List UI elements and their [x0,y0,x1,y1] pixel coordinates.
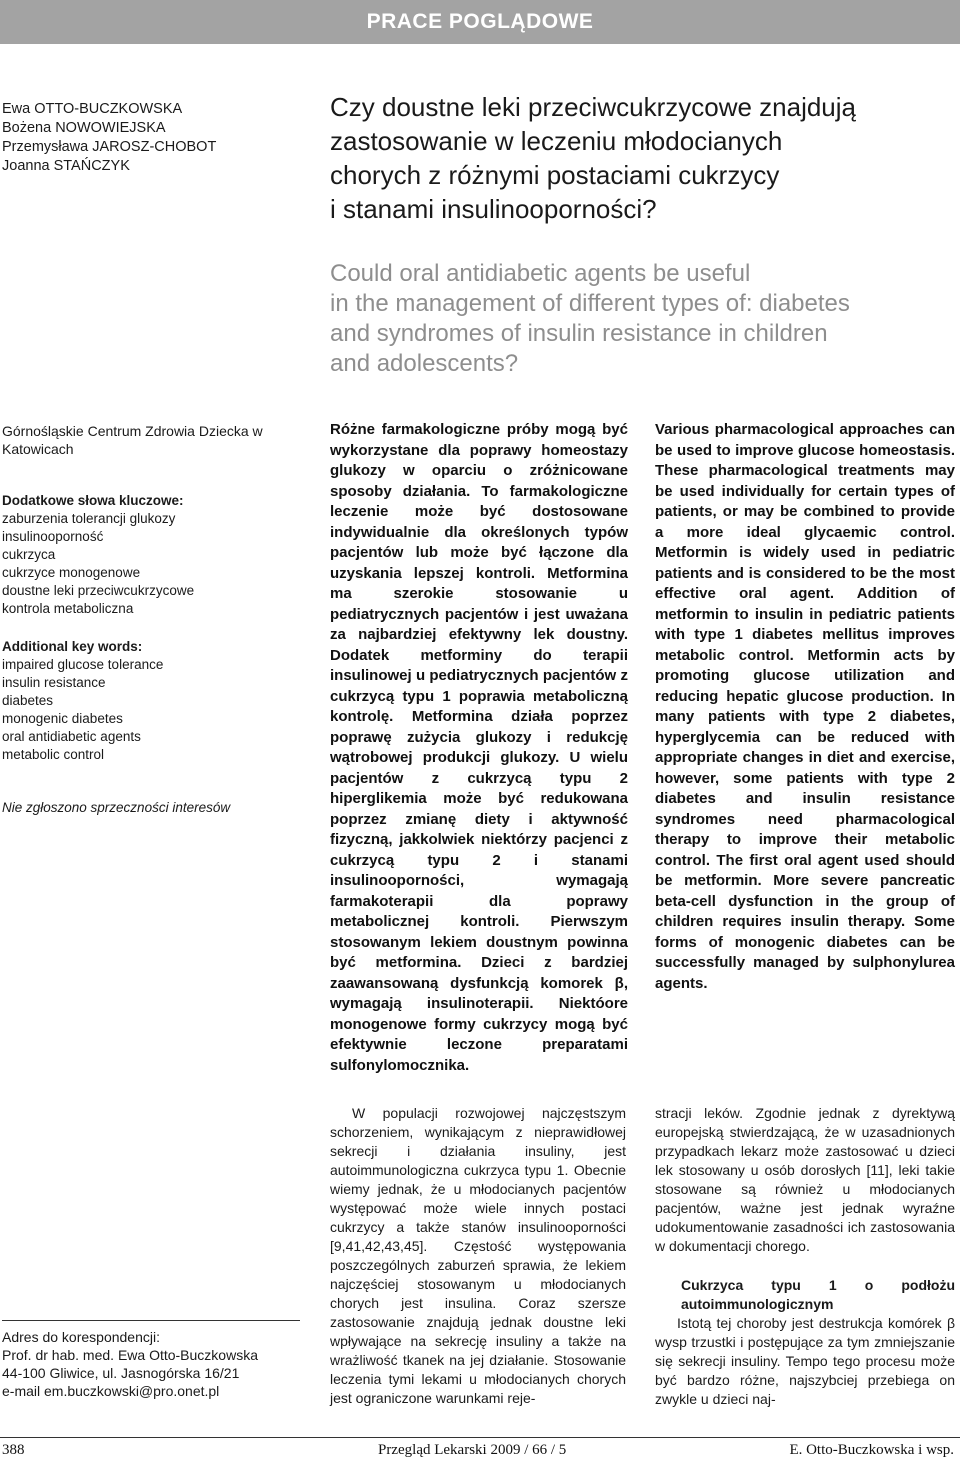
section-banner: PRACE POGLĄDOWE [0,0,960,44]
title-line: i stanami insulinooporności? [330,194,657,224]
author-name: Ewa OTTO-BUCZKOWSKA [2,101,183,117]
title-line: in the management of different types of: diabetes [330,290,850,317]
keyword-item: metabolic control [2,747,105,762]
keywords-polish [2,492,302,618]
keywords-english [2,638,302,764]
keywords-heading: Additional key words: [2,639,143,654]
body-paragraph: stracji leków. Zgodnie jednak z dyrektywą europejską stwierdzającą, że w uzasadnionych przypadkach lekarz może zastosować u dzieci lek stosowany u osób dorosłych [11], leki takie stosowane są również u młodocianych pacjentów, ważne jest jednak wyraźne udokumentowanie zasadności ich zastosowania w dokumentacji chorego. [655,1105,955,1254]
keyword-item: diabetes [2,693,54,708]
correspondence-line: Prof. dr hab. med. Ewa Otto-Buczkowska [2,1347,258,1363]
journal-citation: Przegląd Lekarski 2009 / 66 / 5 [378,1442,567,1458]
keyword-item: cukrzyce monogenowe [2,565,141,580]
running-author: E. Otto-Buczkowska i wsp. [789,1442,954,1458]
abstract-english: Various pharmacological approaches can be used to improve glucose homeostasis. These pharmacological treatments may be used individually for certain types of patients, or may be combined to provide a more ideal glycaemic control. Metformin is widely used in pediatric patients and is considered to be the most effective oral agent. Addition of metformin to insulin in pediatric patients with type 1 diabetes mellitus improves metabolic control. Metformin acts by promoting glucose utilization and reducing hepatic glucose production. In many patients with type 2 diabetes, hyperglycemia can be reduced with appropriate changes in diet and exercise, however, some patients with type 2 diabetes and insulin resistance syndromes need pharmacological therapy to improve their metabolic control. The first oral agent used should be metformin. More severe pancreatic beta-cell dysfunction in the group of children requires insulin therapy. Some forms of monogenic diabetes can be successfully managed by sulphonylurea agents. [655,421,955,992]
author-name: Bożena NOWOWIEJSKA [2,120,166,136]
section-heading: Cukrzyca typu 1 o podłożu autoimmunologicznym [681,1277,955,1312]
keyword-item: monogenic diabetes [2,711,123,726]
keyword-item: kontrola metaboliczna [2,601,134,616]
body-column-2 [655,1104,955,1409]
correspondence-line: 44-100 Gliwice, ul. Jasnogórska 16/21 [2,1365,240,1381]
title-line: zastosowanie w leczeniu młodocianych [330,126,783,156]
title-line: Could oral antidiabetic agents be useful [330,260,751,287]
correspondence-line: Adres do korespondencji: [2,1329,160,1345]
body-paragraph: W populacji rozwojowej najczęstszym schorzeniem, wynikającym z nieprawidłowej sekrecji i działania insuliny, jest autoimmunologiczna cukrzyca typu 1. Obecnie wiemy jednak, że u młodocianych pacjentów występować może wiele innych postaci cukrzycy a także stanów insulinooporności [9,41,42,43,45]. Częstość występowania poszczególnych zaburzeń sprawia, że lekiem najczęściej stosowanym u młodocianych chorych jest insulina. Coraz szersze zastosowanie znajdują jednak doustne leki wpływające na sekrecję insuliny a także na wrażliwość tkanek na jej działanie. Stosowanie leczenia tymi lekami u młodocianych chorych jest ograniczone warunkami reje- [330,1105,626,1406]
body-paragraph: Istotą tej choroby jest destrukcja komórek β wysp trzustki i postępujące za tym zmniejszanie się sekrecji insuliny. Tempo tego procesu może być bardzo różne, najszybciej przebiega on zwykle u dzieci naj- [655,1315,955,1407]
correspondence-address [2,1328,302,1400]
title-line: and syndromes of insulin resistance in children [330,320,828,347]
article-title-english [330,259,950,379]
body-column-1 [330,1104,626,1408]
keyword-item: cukrzyca [2,547,56,562]
keywords-heading: Dodatkowe słowa kluczowe: [2,493,184,508]
author-name: Przemysława JAROSZ-CHOBOT [2,139,217,155]
correspondence-line: e-mail em.buczkowski@pro.onet.pl [2,1383,220,1399]
author-name: Joanna STAŃCZYK [2,158,130,174]
correspondence-divider [2,1320,300,1321]
keyword-item: insulin resistance [2,675,106,690]
title-line: Czy doustne leki przeciwcukrzycowe znajdują [330,92,857,122]
affiliation: Górnośląskie Centrum Zdrowia Dziecka w Katowicach [2,423,263,457]
keyword-item: doustne leki przeciwcukrzycowe [2,583,195,598]
conflict-of-interest-note: Nie zgłoszono sprzeczności interesów [2,800,231,815]
keyword-item: zaburzenia tolerancji glukozy [2,511,176,526]
article-title-polish [330,90,950,226]
keyword-item: insulinooporność [2,529,104,544]
title-line: and adolescents? [330,350,519,377]
keyword-item: impaired glucose tolerance [2,657,164,672]
abstract-polish: Różne farmakologiczne próby mogą być wykorzystane dla poprawy homeostazy glukozy w oparciu o zróżnicowane sposoby działania. To farmakologiczne leczenie może być dostosowane indywidualnie dla określonych typów pacjentów lub może być łączone dla uzyskania lepszej kontroli. Metformina ma szerokie stosowanie u pediatrycznych pacjentów i jest uważana za najbardziej efektywny lek doustny. Dodatek metforminy do terapii insulinowej u pediatrycznych pacjentów z cukrzycą typu 1 poprawia metaboliczną kontrolę. Metformina działa poprzez poprawę zużycia glukozy i redukcję wątrobowej produkcji glukozy. U wielu pacjentów z cukrzycą typu 2 hiperglikemia może być redukowana poprzez zmianę diety i aktywność fizyczną, jakkolwiek niektórzy pacjenci z cukrzycą typu 2 i stanami insulinooporności, wymagają farmakoterapii dla poprawy metabolicznej kontroli. Pierwszym stosowanym lekiem doustnym powinna być metformina. Dzieci z bardziej zaawansowaną dysfunkcją komorek β, wymagają insulinoterapii. Niektóore monogenowe formy cukrzycy mogą być efektywnie leczone preparatami sulfonylomocznika. [330,421,628,1074]
page-footer [0,1442,960,1462]
page-number: 388 [2,1442,25,1458]
keyword-item: oral antidiabetic agents [2,729,141,744]
author-list [2,100,302,176]
footer-divider [0,1437,960,1438]
title-line: chorych z różnymi postaciami cukrzycy [330,160,780,190]
